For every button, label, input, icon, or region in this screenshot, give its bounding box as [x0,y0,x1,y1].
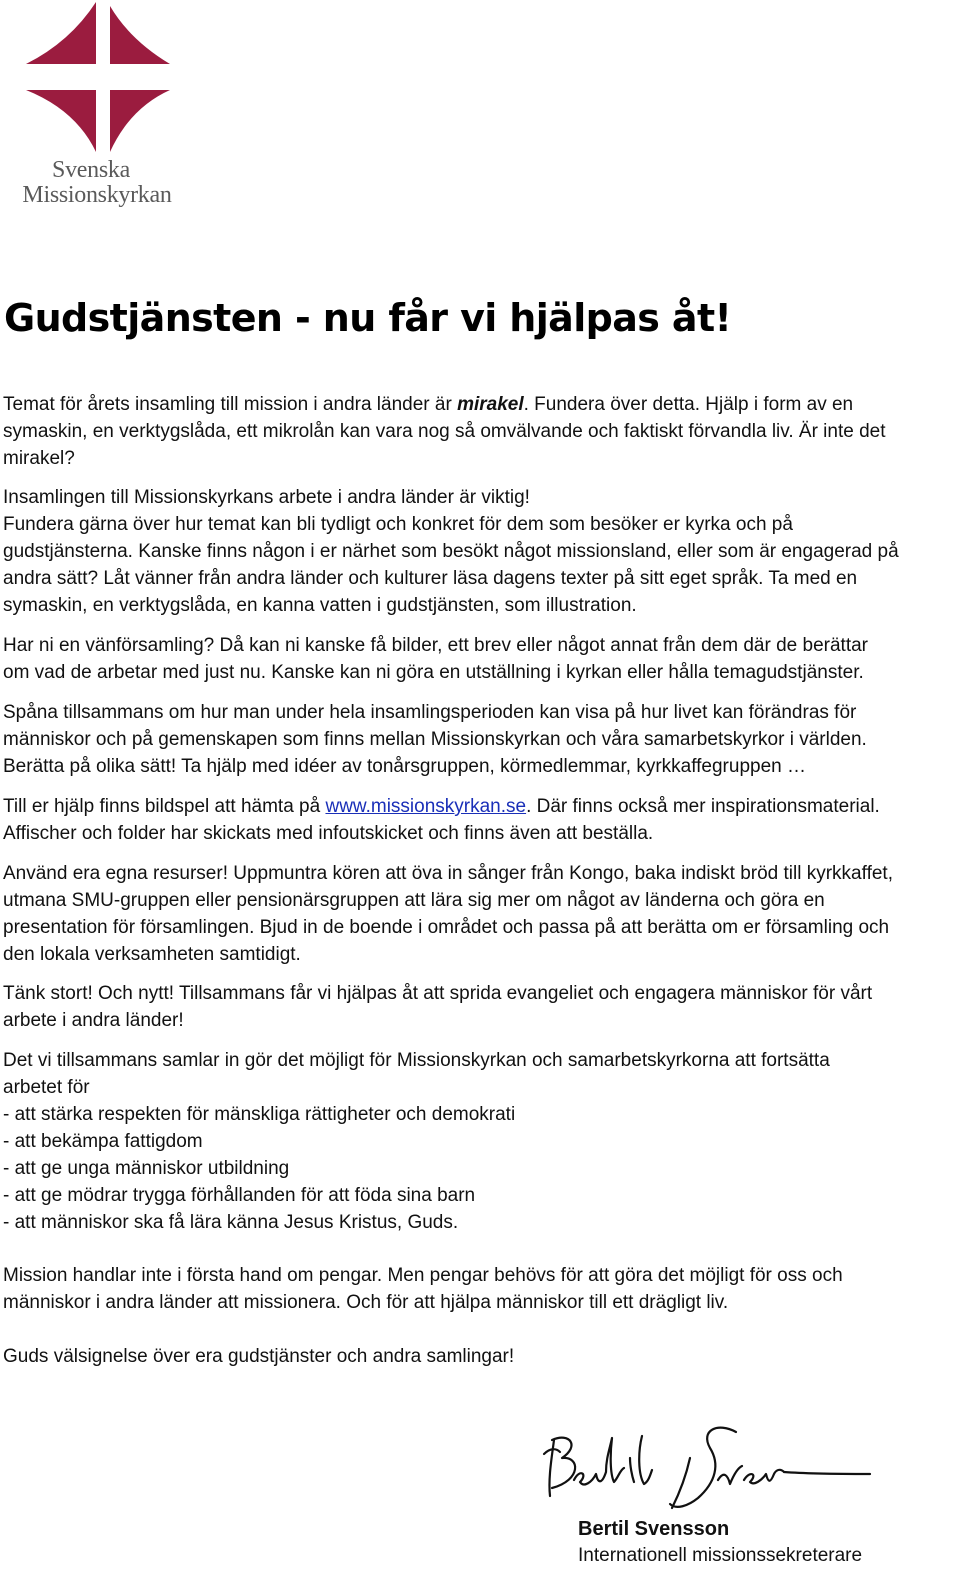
text-segment: . Fundera över detta. Hjälp i form av en [523,394,854,415]
text-line: Guds välsignelse över era gudstjänster och andra samlingar! [3,1346,515,1367]
text-line [3,391,955,418]
emphasis-word: mirakel [457,394,524,415]
text-line: Affischer och folder har skickats med infoutskicket och finns även att beställa. [3,823,654,844]
text-segment: Temat för årets insamling till mission i andra länder är [3,394,458,415]
paragraph-own-resources [3,860,955,968]
page-title: Gudstjänsten - nu får vi hjälpas åt! [4,296,732,340]
paragraph-think-big [3,980,955,1034]
text-line: utmana SMU-gruppen eller pensionärsgruppen att lära sig mer om något av länderna och göra en [3,890,825,911]
list-item: - att bekämpa fattigdom [3,1131,203,1152]
signer-title: Internationell missionssekreterare [578,1545,863,1566]
text-line: mirakel? [3,448,75,469]
paragraph-goals-list [3,1047,955,1236]
text-line: presentation för församlingen. Bjud in de boende i området och passa på att berätta om er församling och [3,917,890,938]
paragraph-theme [3,391,955,472]
logo-text-line2: Missionskyrkan [22,182,172,208]
text-line: den lokala verksamheten samtidigt. [3,944,301,965]
list-item: - att stärka respekten för mänskliga rättigheter och demokrati [3,1104,516,1125]
text-line: människor i andra länder att missionera. Och för att hjälpa människor till ett drägligt liv. [3,1292,729,1313]
text-line: symaskin, en verktygslåda, ett mikrolån kan vara nog så omvälvande och faktiskt förvandla liv. Är inte det [3,421,886,442]
paragraph-brainstorm [3,699,955,780]
text-line: Tänk stort! Och nytt! Tillsammans får vi hjälpas åt att sprida evangeliet och engagera människor för vårt [3,983,873,1004]
list-item: - att ge mödrar trygga förhållanden för att föda sina barn [3,1185,476,1206]
paragraph-mission-money [3,1262,955,1316]
cross-logo-icon [18,2,188,152]
list-item: - att människor ska få lära känna Jesus Kristus, Guds. [3,1212,459,1233]
text-line: Det vi tillsammans samlar in gör det möjligt för Missionskyrkan och samarbetskyrkorna att fortsätta [3,1050,830,1071]
text-line: Fundera gärna över hur temat kan bli tydligt och konkret för dem som besöker er kyrka och på [3,514,793,535]
paragraph-blessing [3,1343,955,1370]
text-line: människor och på gemenskapen som finns mellan Missionskyrkan och våra samarbetskyrkor i världen. [3,729,867,750]
logo [18,2,188,217]
text-line: Insamlingen till Missionskyrkans arbete i andra länder är viktig! [3,487,530,508]
text-line: andra sätt? Låt vänner från andra länder och kulturer läsa dagens texter på sitt eget språk. Ta med en [3,568,858,589]
logo-text-line1: Svenska [52,157,130,183]
paragraph-friendship-congregation [3,632,955,686]
text-line: Spåna tillsammans om hur man under hela insamlingsperioden kan visa på hur livet kan förändras för [3,702,857,723]
text-line [3,793,955,820]
signer-name: Bertil Svensson [578,1518,730,1540]
paragraph-resources [3,793,955,847]
paragraph-collection [3,484,955,619]
text-line: om vad de arbetar med just nu. Kanske kan ni göra en utställning i kyrkan eller hålla temagudstjänster. [3,662,864,683]
text-line: symaskin, en verktygslåda, en kanna vatten i gudstjänsten, som illustration. [3,595,637,616]
text-line: arbetet för [3,1077,90,1098]
text-line: Använd era egna resurser! Uppmuntra kören att öva in sånger från Kongo, baka indiskt bröd till kyrkkaffet, [3,863,893,884]
text-segment: . Där finns också mer inspirationsmaterial. [526,796,880,817]
text-line: arbete i andra länder! [3,1010,184,1031]
text-line: Har ni en vänförsamling? Då kan ni kanske få bilder, ett brev eller något annat från dem där de berättar [3,635,868,656]
text-line: Mission handlar inte i första hand om pengar. Men pengar behövs för att göra det möjligt för oss och [3,1265,843,1286]
website-link[interactable]: www.missionskyrkan.se [325,796,527,817]
text-line: gudstjänsterna. Kanske finns någon i er närhet som besökt något missionsland, eller som är engagerad på [3,541,899,562]
list-item: - att ge unga människor utbildning [3,1158,290,1179]
handwritten-signature [540,1418,880,1518]
text-line: Berätta på olika sätt! Ta hjälp med idéer av tonårsgruppen, körmedlemmar, kyrkkaffegruppen … [3,756,807,777]
text-segment: Till er hjälp finns bildspel att hämta på [3,796,326,817]
